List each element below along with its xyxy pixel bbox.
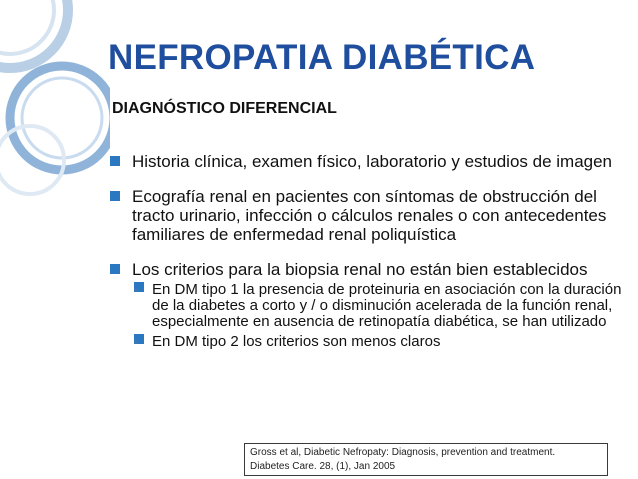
bullet-text: Historia clínica, examen físico, laboratorio y estudios de imagen bbox=[132, 152, 613, 171]
circle-bullet-icon: ◦ bbox=[134, 282, 144, 292]
square-bullet-icon bbox=[110, 156, 120, 166]
citation-line-2: Diabetes Care. 28, (1), Jan 2005 bbox=[250, 461, 396, 472]
sub-bullet-text: En DM tipo 2 los criterios son menos claros bbox=[152, 333, 441, 350]
citation-line-1: Gross et al, Diabetic Nefropaty: Diagnosis, prevention and treatment. bbox=[250, 447, 556, 458]
bullet-text: Los criterios para la biopsia renal no están bien establecidos bbox=[132, 260, 588, 279]
bullet-item bbox=[110, 187, 625, 244]
bullet-item bbox=[110, 152, 625, 171]
slide-subtitle: DIAGNÓSTICO DIFERENCIAL bbox=[112, 100, 337, 117]
sub-bullet-text: En DM tipo 1 la presencia de proteinuria en asociación con la duración de la diabetes a corto y / o disminución acelerada de la función renal, especialmente en ausencia de retinopatía diabética, se han utilizado bbox=[152, 281, 622, 330]
slide-title: NEFROPATIA DIABÉTICA bbox=[108, 38, 536, 77]
square-bullet-icon bbox=[110, 264, 120, 274]
bullet-text: Ecografía renal en pacientes con síntomas de obstrucción del tracto urinario, infección o cálculos renales o con antecedentes familiares de enfermedad renal poliquística bbox=[132, 187, 607, 244]
square-bullet-icon bbox=[110, 191, 120, 201]
bullet-item bbox=[110, 260, 625, 350]
citation-box bbox=[244, 443, 608, 476]
sub-bullet-item bbox=[132, 282, 638, 330]
decorative-circles bbox=[0, 0, 110, 200]
bullet-list bbox=[110, 152, 625, 350]
circle-bullet-icon: ◦ bbox=[134, 334, 144, 344]
sub-bullet-item bbox=[132, 334, 638, 350]
